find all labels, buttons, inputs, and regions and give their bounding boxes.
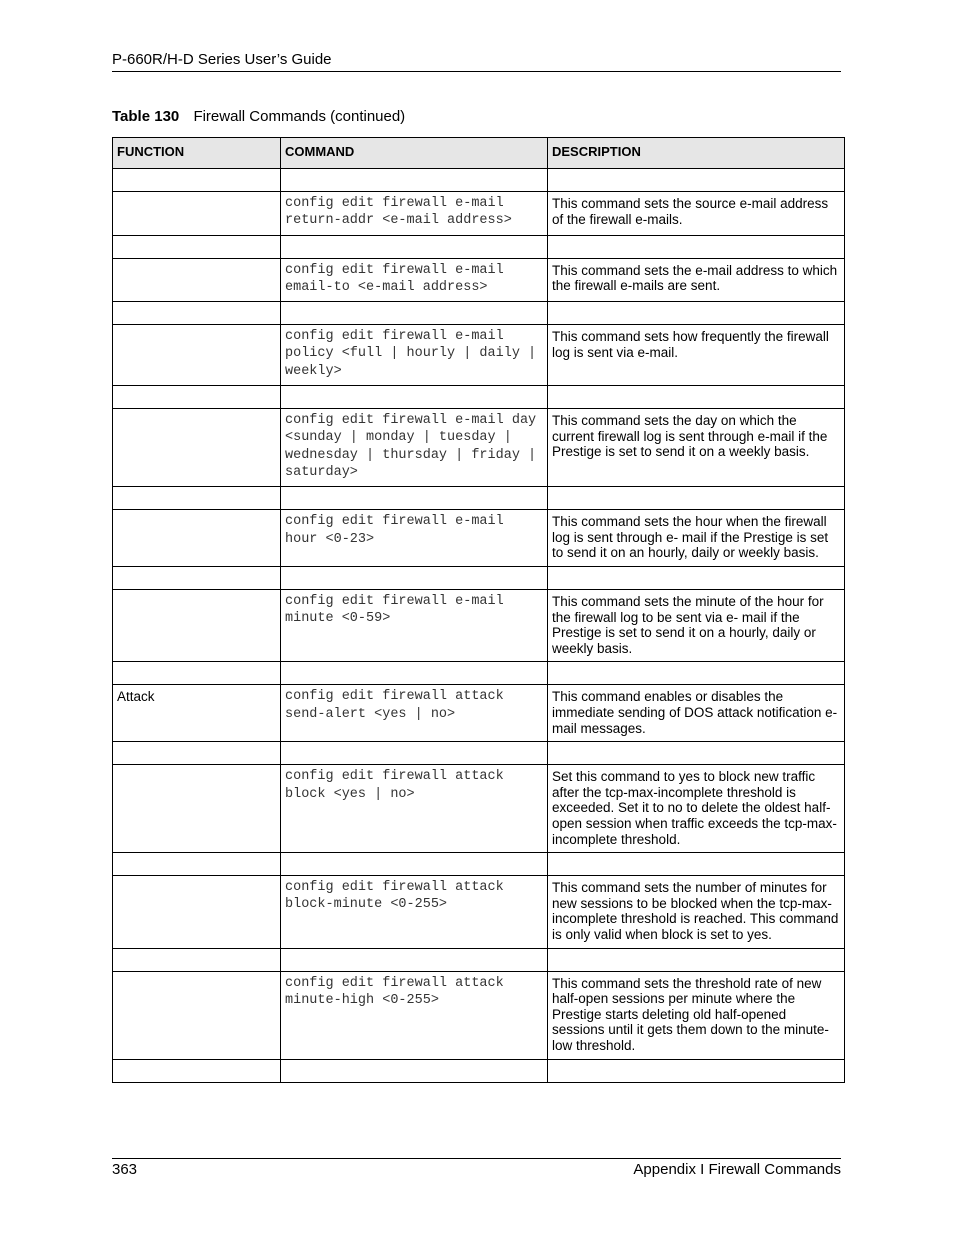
command-cell: config edit firewall attack minute-high <0-255>	[281, 971, 548, 1059]
table-row	[113, 590, 845, 662]
command-cell: config edit firewall attack block <yes | no>	[281, 765, 548, 853]
function-cell	[113, 487, 281, 510]
function-cell	[113, 235, 281, 258]
function-cell	[113, 1059, 281, 1082]
description-cell	[548, 386, 845, 409]
column-header-description: DESCRIPTION	[548, 138, 845, 169]
footer-divider	[112, 1158, 841, 1159]
function-cell: Attack	[113, 685, 281, 742]
description-cell	[548, 302, 845, 325]
function-cell	[113, 590, 281, 662]
table-spacer-row	[113, 742, 845, 765]
command-cell: config edit firewall attack block-minute <0-255>	[281, 876, 548, 948]
function-cell	[113, 567, 281, 590]
function-cell	[113, 302, 281, 325]
description-cell: Set this command to yes to block new traffic after the tcp-max-incomplete threshold is exceeded. Set it to no to delete the oldest half-open session when traffic exceeds the tcp-max-incomplete threshold.	[548, 765, 845, 853]
description-cell	[548, 853, 845, 876]
table-row	[113, 685, 845, 742]
table-body	[113, 169, 845, 1083]
command-cell	[281, 853, 548, 876]
command-cell	[281, 662, 548, 685]
function-cell	[113, 169, 281, 192]
description-cell	[548, 948, 845, 971]
command-cell	[281, 1059, 548, 1082]
table-row	[113, 409, 845, 487]
description-cell	[548, 487, 845, 510]
function-cell	[113, 765, 281, 853]
description-cell: This command sets the e-mail address to which the firewall e-mails are sent.	[548, 258, 845, 302]
function-cell	[113, 325, 281, 386]
function-cell	[113, 258, 281, 302]
description-cell: This command sets the source e-mail address of the firewall e-mails.	[548, 192, 845, 236]
command-cell: config edit firewall e-mail email-to <e-mail address>	[281, 258, 548, 302]
function-cell	[113, 409, 281, 487]
table-spacer-row	[113, 169, 845, 192]
command-cell	[281, 948, 548, 971]
description-cell: This command enables or disables the immediate sending of DOS attack notification e-mail messages.	[548, 685, 845, 742]
command-cell	[281, 742, 548, 765]
table-row	[113, 971, 845, 1059]
description-cell	[548, 235, 845, 258]
command-cell	[281, 386, 548, 409]
function-cell	[113, 948, 281, 971]
footer-section-title: Appendix I Firewall Commands	[633, 1161, 841, 1178]
function-cell	[113, 971, 281, 1059]
table-spacer-row	[113, 386, 845, 409]
command-cell: config edit firewall e-mail minute <0-59>	[281, 590, 548, 662]
column-header-command: COMMAND	[281, 138, 548, 169]
table-spacer-row	[113, 853, 845, 876]
table-spacer-row	[113, 1059, 845, 1082]
function-cell	[113, 853, 281, 876]
table-spacer-row	[113, 662, 845, 685]
description-cell	[548, 1059, 845, 1082]
description-cell: This command sets how frequently the firewall log is sent via e-mail.	[548, 325, 845, 386]
firewall-commands-table	[112, 137, 845, 1083]
table-header-row	[113, 138, 845, 169]
table-spacer-row	[113, 235, 845, 258]
command-cell	[281, 567, 548, 590]
description-cell	[548, 169, 845, 192]
description-cell	[548, 742, 845, 765]
table-row	[113, 258, 845, 302]
table-spacer-row	[113, 487, 845, 510]
table-caption-label: Table 130	[112, 108, 180, 125]
table-row	[113, 510, 845, 567]
table-spacer-row	[113, 948, 845, 971]
command-cell	[281, 235, 548, 258]
command-cell: config edit firewall e-mail day <sunday | monday | tuesday | wednesday | thursday | friday | saturday>	[281, 409, 548, 487]
command-cell: config edit firewall attack send-alert <yes | no>	[281, 685, 548, 742]
header-divider	[112, 71, 841, 72]
description-cell: This command sets the number of minutes for new sessions to be blocked when the tcp-max-incomplete threshold is reached. This command is only valid when block is set to yes.	[548, 876, 845, 948]
command-cell: config edit firewall e-mail return-addr <e-mail address>	[281, 192, 548, 236]
table-caption	[112, 108, 405, 125]
function-cell	[113, 192, 281, 236]
description-cell	[548, 567, 845, 590]
description-cell: This command sets the hour when the firewall log is sent through e- mail if the Prestige is set to send it on an hourly, daily or weekly basis.	[548, 510, 845, 567]
table-spacer-row	[113, 567, 845, 590]
command-cell: config edit firewall e-mail hour <0-23>	[281, 510, 548, 567]
command-cell	[281, 487, 548, 510]
command-cell	[281, 169, 548, 192]
page-number: 363	[112, 1161, 138, 1178]
function-cell	[113, 510, 281, 567]
description-cell	[548, 662, 845, 685]
function-cell	[113, 662, 281, 685]
function-cell	[113, 386, 281, 409]
description-cell: This command sets the day on which the current firewall log is sent through e-mail if the Prestige is set to send it on a weekly basis.	[548, 409, 845, 487]
function-cell	[113, 876, 281, 948]
table-row	[113, 325, 845, 386]
document-header-title: P-660R/H-D Series User’s Guide	[112, 51, 332, 68]
table-row	[113, 876, 845, 948]
column-header-function: FUNCTION	[113, 138, 281, 169]
description-cell: This command sets the minute of the hour for the firewall log to be sent via e- mail if the Prestige is set to send it on a hourly, daily or weekly basis.	[548, 590, 845, 662]
function-cell	[113, 742, 281, 765]
table-caption-text: Firewall Commands (continued)	[193, 108, 406, 125]
table-row	[113, 192, 845, 236]
command-cell: config edit firewall e-mail policy <full | hourly | daily | weekly>	[281, 325, 548, 386]
table-spacer-row	[113, 302, 845, 325]
description-cell: This command sets the threshold rate of new half-open sessions per minute where the Prestige starts deleting old half-opened sessions until it gets them down to the minute-low threshold.	[548, 971, 845, 1059]
command-cell	[281, 302, 548, 325]
table-row	[113, 765, 845, 853]
